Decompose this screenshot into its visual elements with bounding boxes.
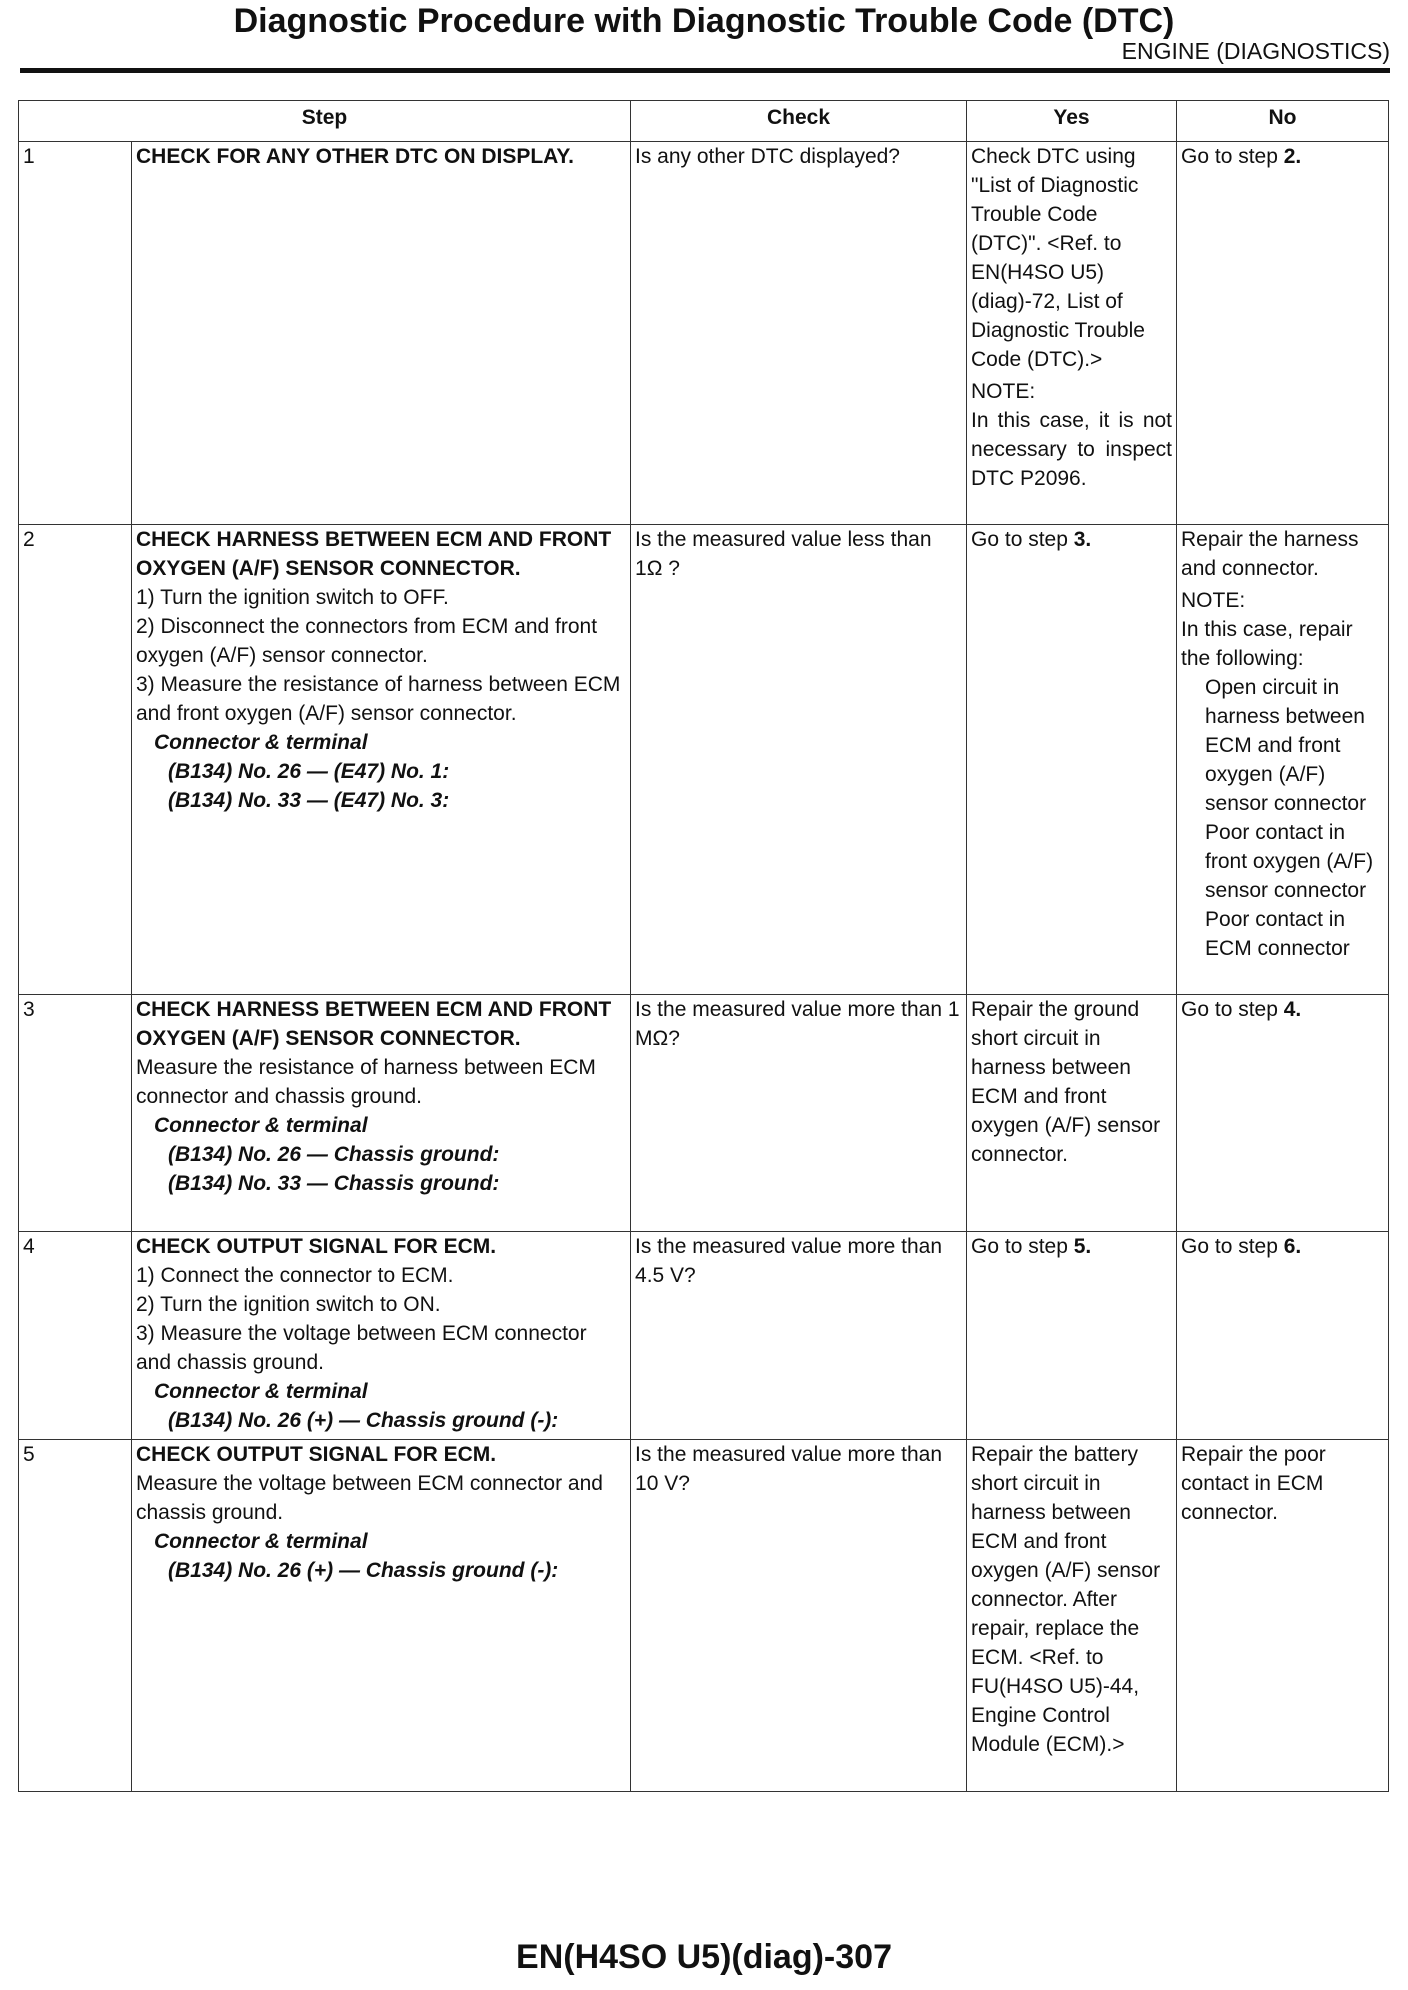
no-cell <box>1177 142 1389 525</box>
connector-item: (B134) No. 26 — (E47) No. 1: <box>168 760 450 783</box>
step-line: 3) Measure the voltage between ECM connector and chassis ground. <box>136 1322 587 1374</box>
page-title: Diagnostic Procedure with Diagnostic Trouble Code (DTC) <box>233 2 1175 40</box>
diagnostic-table <box>18 100 1389 1792</box>
step-line: 2) Disconnect the connectors from ECM and front oxygen (A/F) sensor connector. <box>136 615 598 667</box>
note-label: NOTE: <box>1181 589 1246 612</box>
note-bullet: Open circuit in harness between ECM and front oxygen (A/F) sensor connector <box>1205 676 1367 815</box>
step-cell <box>132 142 631 525</box>
connector-item: (B134) No. 26 — Chassis ground: <box>168 1143 500 1166</box>
check-cell: Is the measured value more than 4.5 V? <box>631 1232 967 1440</box>
step-cell <box>132 1232 631 1440</box>
no-text: Go to step <box>1181 1235 1284 1258</box>
yes-text: Check DTC using "List of Diagnostic Trouble Code (DTC)". <Ref. to EN(H4SO U5)(diag)-72, List of Diagnostic Trouble Code (DTC).> <box>971 145 1145 371</box>
step-title: CHECK FOR ANY OTHER DTC ON DISPLAY. <box>136 145 574 168</box>
table-row <box>19 1440 1389 1792</box>
section-subtitle: ENGINE (DIAGNOSTICS) <box>1121 38 1390 64</box>
connector-label: Connector & terminal <box>154 1114 368 1137</box>
step-line: 1) Turn the ignition switch to OFF. <box>136 586 449 609</box>
note-label: NOTE: <box>971 380 1036 403</box>
table-row <box>19 995 1389 1232</box>
step-number: 1 <box>19 142 132 525</box>
step-cell <box>132 1440 631 1792</box>
note-text: In this case, it is not necessary to inspect DTC P2096. <box>971 409 1173 490</box>
yes-cell <box>967 142 1177 525</box>
step-ref: 4. <box>1283 998 1302 1021</box>
step-title: CHECK HARNESS BETWEEN ECM AND FRONT OXYGEN (A/F) SENSOR CONNECTOR. <box>136 998 612 1050</box>
step-number: 3 <box>19 995 132 1232</box>
column-header-check: Check <box>631 101 967 142</box>
no-text: Repair the harness and connector. <box>1181 528 1359 580</box>
column-header-yes: Yes <box>967 101 1177 142</box>
step-line: 1) Connect the connector to ECM. <box>136 1264 454 1287</box>
page-number: EN(H4SO U5)(diag)-307 <box>516 1938 892 1976</box>
step-ref: 3. <box>1073 528 1092 551</box>
connector-item: (B134) No. 26 (+) — Chassis ground (-): <box>168 1409 559 1432</box>
table-row <box>19 142 1389 525</box>
connector-label: Connector & terminal <box>154 1530 368 1553</box>
note-text: In this case, repair the following: <box>1181 618 1353 670</box>
no-cell <box>1177 995 1389 1232</box>
step-cell <box>132 525 631 995</box>
note-bullet: Poor contact in front oxygen (A/F) sensor connector <box>1205 821 1374 902</box>
connector-label: Connector & terminal <box>154 731 368 754</box>
connector-item: (B134) No. 26 (+) — Chassis ground (-): <box>168 1559 559 1582</box>
step-ref: 5. <box>1073 1235 1092 1258</box>
check-cell: Is the measured value more than 1 MΩ? <box>631 995 967 1232</box>
header-rule <box>20 68 1390 73</box>
no-cell <box>1177 1232 1389 1440</box>
step-ref: 6. <box>1283 1235 1302 1258</box>
step-line: 3) Measure the resistance of harness between ECM and front oxygen (A/F) sensor connector. <box>136 673 621 725</box>
connector-item: (B134) No. 33 — Chassis ground: <box>168 1172 500 1195</box>
yes-cell <box>967 1232 1177 1440</box>
step-title: CHECK OUTPUT SIGNAL FOR ECM. <box>136 1443 497 1466</box>
step-cell <box>132 995 631 1232</box>
yes-cell <box>967 525 1177 995</box>
connector-item: (B134) No. 33 — (E47) No. 3: <box>168 789 450 812</box>
step-title: CHECK OUTPUT SIGNAL FOR ECM. <box>136 1235 497 1258</box>
step-line: 2) Turn the ignition switch to ON. <box>136 1293 441 1316</box>
check-cell: Is the measured value less than 1Ω ? <box>631 525 967 995</box>
yes-cell: Repair the ground short circuit in harness between ECM and front oxygen (A/F) sensor connector. <box>967 995 1177 1232</box>
check-cell: Is the measured value more than 10 V? <box>631 1440 967 1792</box>
step-line: Measure the resistance of harness between ECM connector and chassis ground. <box>136 1056 596 1108</box>
connector-label: Connector & terminal <box>154 1380 368 1403</box>
column-header-step: Step <box>19 101 631 142</box>
yes-text: Go to step <box>971 528 1074 551</box>
no-cell <box>1177 525 1389 995</box>
yes-cell: Repair the battery short circuit in harness between ECM and front oxygen (A/F) sensor connector. After repair, replace the ECM. <Ref. to FU(H4SO U5)-44, Engine Control Module (ECM).> <box>967 1440 1177 1792</box>
check-cell: Is any other DTC displayed? <box>631 142 967 525</box>
note-bullet: Poor contact in ECM connector <box>1205 908 1350 960</box>
table-row <box>19 1232 1389 1440</box>
no-text: Go to step <box>1181 145 1284 168</box>
step-number: 4 <box>19 1232 132 1440</box>
step-ref: 2. <box>1283 145 1302 168</box>
no-text: Go to step <box>1181 998 1284 1021</box>
column-header-no: No <box>1177 101 1389 142</box>
table-header-row <box>19 101 1389 142</box>
step-line: Measure the voltage between ECM connector and chassis ground. <box>136 1472 603 1524</box>
yes-text: Go to step <box>971 1235 1074 1258</box>
no-cell: Repair the poor contact in ECM connector. <box>1177 1440 1389 1792</box>
table-row <box>19 525 1389 995</box>
step-number: 5 <box>19 1440 132 1792</box>
step-title: CHECK HARNESS BETWEEN ECM AND FRONT OXYGEN (A/F) SENSOR CONNECTOR. <box>136 528 612 580</box>
step-number: 2 <box>19 525 132 995</box>
